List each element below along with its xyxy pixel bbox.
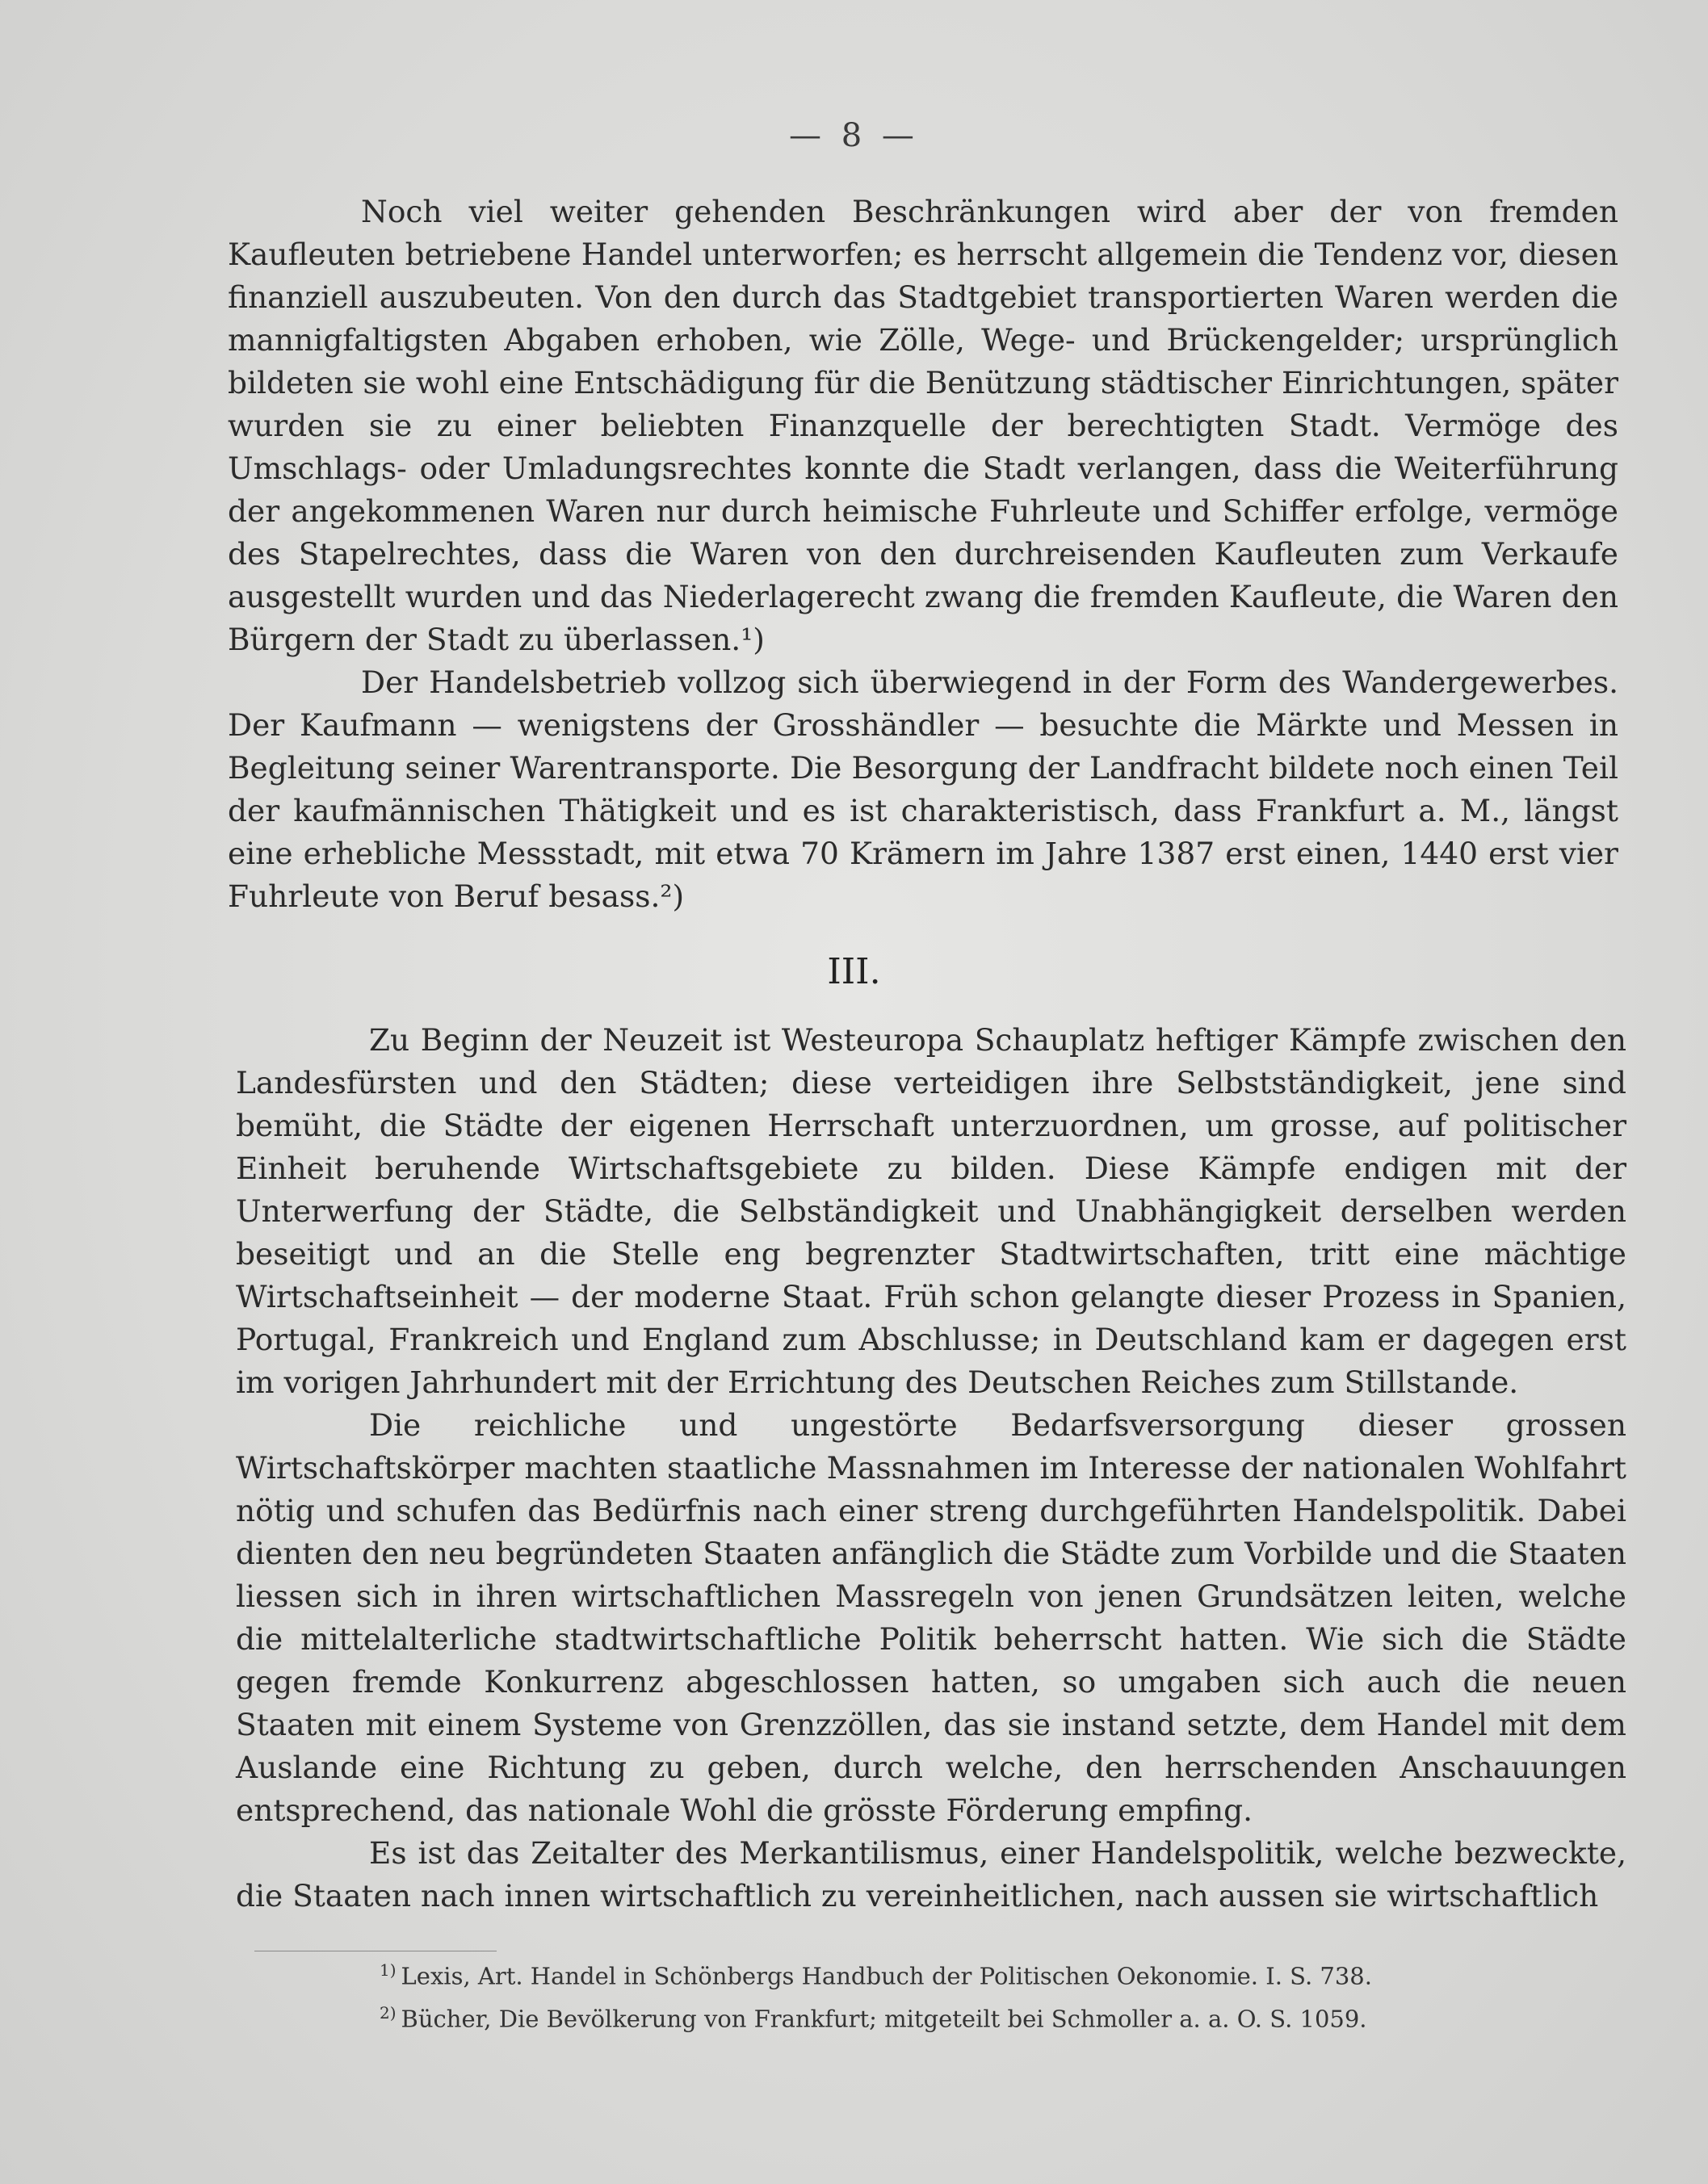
paragraph: Zu Beginn der Neuzeit ist Westeuropa Schauplatz heftiger Kämpfe zwischen den Landesfürsten und den Städten; diese verteidigen ihre Selbstständigkeit, jene sind bemüht, die Städte der eigenen Herrschaft unterzuordnen, um grosse, auf politischer Einheit beruhende Wirtschaftsgebiete zu bilden. Diese Kämpfe endigen mit der Unterwerfung der Städte, die Selbständigkeit und Unabhängigkeit derselben werden beseitigt und an die Stelle eng begrenzter Stadtwirtschaften, tritt eine mächtige Wirtschaftseinheit — der moderne Staat. Früh schon gelangte dieser Prozess in Spanien, Portugal, Frankreich und England zum Abschlusse; in Deutschland kam er dagegen erst im vorigen Jahrhundert mit der Errichtung des Deutschen Reiches zum Stillstande. xyxy=(236,1022,1626,1400)
section-2-body xyxy=(236,1019,1626,1918)
footnotes xyxy=(380,1952,1575,2037)
footnote-text: Bücher, Die Bevölkerung von Frankfurt; mitgeteilt bei Schmoller a. a. O. S. 1059. xyxy=(401,2005,1367,2033)
paragraph: Es ist das Zeitalter des Merkantilismus, einer Handelspolitik, welche bezweckte, die Staaten nach innen wirtschaftlich zu vereinheitlichen, nach aussen sie wirtschaftlich xyxy=(236,1835,1626,1914)
paragraph: Die reichliche und ungestörte Bedarfsversorgung dieser grossen Wirtschaftskörper machten staatliche Massnahmen im Interesse der nationalen Wohlfahrt nötig und schufen das Bedürfnis nach einer streng durchgeführten Handelspolitik. Dabei dienten den neu begründeten Staaten anfänglich die Städte zum Vorbilde und die Staaten liessen sich in ihren wirtschaftlichen Massregeln von jenen Grundsätzen leiten, welche die mittelalterliche stadtwirtschaftliche Politik beherrscht hatten. Wie sich die Städte gegen fremde Konkurrenz abgeschlossen hatten, so umgaben sich auch die neuen Staaten mit einem Systeme von Grenzzöllen, das sie instand setzte, dem Handel mit dem Auslande eine Richtung zu geben, durch welche, den herrschenden Anschauungen entsprechend, das nationale Wohl die grösste Förderung empfing. xyxy=(236,1407,1626,1828)
footnote-text: Lexis, Art. Handel in Schönbergs Handbuch der Politischen Oekonomie. I. S. 738. xyxy=(401,1962,1372,1990)
page-number: — 8 — xyxy=(789,117,919,154)
paragraph: Der Handelsbetrieb vollzog sich überwiegend in der Form des Wandergewerbes. Der Kaufmann — wenigstens der Grosshändler — besuchte die Märkte und Messen in Begleitung seiner Warentransporte. Die Besorgung der Landfracht bildete noch einen Teil der kaufmännischen Thätigkeit und es ist charakteristisch, dass Frankfurt a. M., längst eine erhebliche Messstadt, mit etwa 70 Krämern im Jahre 1387 erst einen, 1440 erst vier Fuhrleute von Beruf besass.²) xyxy=(228,664,1618,914)
footnote-mark: 2) xyxy=(380,2002,397,2023)
paragraph: Noch viel weiter gehenden Beschränkungen wird aber der von fremden Kaufleuten betriebene Handel unterworfen; es herrscht allgemein die Tendenz vor, diesen finanziell auszubeuten. Von den durch das Stadtgebiet transportierten Waren werden die mannigfaltigsten Abgaben erhoben, wie Zölle, Wege- und Brückengelder; ursprünglich bildeten sie wohl eine Entschädigung für die Benützung städtischer Einrichtungen, später wurden sie zu einer beliebten Finanzquelle der berechtigten Stadt. Vermöge des Umschlags- oder Umladungsrechtes konnte die Stadt verlangen, dass die Weiterführung der angekommenen Waren nur durch heimische Fuhrleute und Schiffer erfolge, vermöge des Stapelrechtes, dass die Waren von den durchreisenden Kaufleuten zum Verkaufe ausgestellt wurden und das Niederlagerecht zwang die fremden Kaufleute, die Waren den Bürgern der Stadt zu überlassen.¹) xyxy=(228,194,1618,657)
section-1-body xyxy=(228,191,1618,918)
footnote-2 xyxy=(380,1995,1575,2038)
footnote-1 xyxy=(380,1952,1575,1995)
section-heading: III. xyxy=(827,951,881,992)
footnote-mark: 1) xyxy=(380,1960,397,1980)
